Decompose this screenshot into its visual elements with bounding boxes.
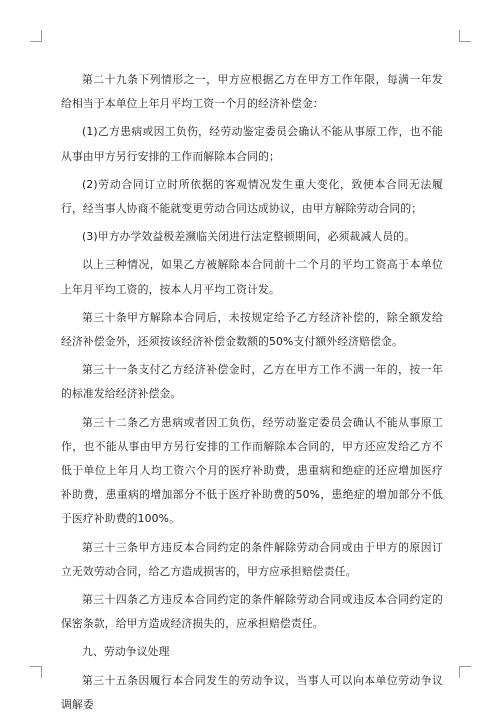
paragraph-article-30: 第三十条甲方解除本合同后，未按规定给予乙方经济补偿的，除全额发给经济补偿金外，还须按该经济补偿金数额的50%支付额外经济赔偿金。	[61, 310, 443, 349]
crop-mark-bottom-left	[30, 666, 42, 678]
paragraph-article-33: 第三十三条甲方违反本合同约定的条件解除劳动合同或由于甲方的原因订立无效劳动合同，给乙方造成损害的，甲方应承担赔偿责任。	[61, 540, 443, 578]
paragraph-item-1: (1)乙方患病或因工负伤，经劳动鉴定委员会确认不能从事原工作，也不能从事由甲方另行安排的工作而解除本合同的；	[61, 125, 443, 163]
paragraph-three-cases: 以上三种情况，如果乙方被解除本合同前十二个月的平均工资高于本单位上年月平均工资的，按本人月平均工资计发。	[61, 258, 443, 296]
crop-mark-top-right	[459, 30, 471, 42]
crop-mark-bottom-right	[459, 666, 471, 678]
paragraph-article-34: 第三十四条乙方违反本合同约定的条件解除劳动合同或违反本合同约定的保密条款，给甲方造成经济损失的，应承担赔偿责任。	[61, 593, 443, 631]
crop-mark-top-left	[30, 30, 42, 42]
paragraph-article-29: 第二十九条下列情形之一，甲方应根据乙方在甲方工作年限，每满一年发给相当于本单位上年月平均工资一个月的经济补偿金：	[61, 73, 443, 111]
paragraph-article-32: 第三十二条乙方患病或者因工负伤，经劳动鉴定委员会确认不能从事原工作，也不能从事由甲方另行安排的工作而解除本合同的，甲方还应发给乙方不低于单位上年月人均工资六个月的医疗补助费，患重病和绝症的还应增加医疗补助费，患重病的增加部分不低于医疗补助费的50%，患绝症的增加部分不低于医疗补助费的100%。	[61, 415, 443, 526]
paragraph-item-2: (2)劳动合同订立时所依据的客观情况发生重大变化，致使本合同无法履行，经当事人协商不能就变更劳动合同达成协议，由甲方解除劳动合同的；	[61, 177, 443, 216]
document-body	[61, 68, 443, 721]
paragraph-article-35: 第三十五条因履行本合同发生的劳动争议，当事人可以向本单位劳动争议调解委	[61, 673, 443, 711]
paragraph-article-31: 第三十一条支付乙方经济补偿金时，乙方在甲方工作不满一年的，按一年的标准发给经济补偿金。	[61, 363, 443, 401]
paragraph-item-3: (3)甲方办学效益极差濒临关闭进行法定整顿期间，必须裁减人员的。	[82, 230, 416, 244]
section-heading: 九、劳动争议处理	[82, 645, 170, 659]
